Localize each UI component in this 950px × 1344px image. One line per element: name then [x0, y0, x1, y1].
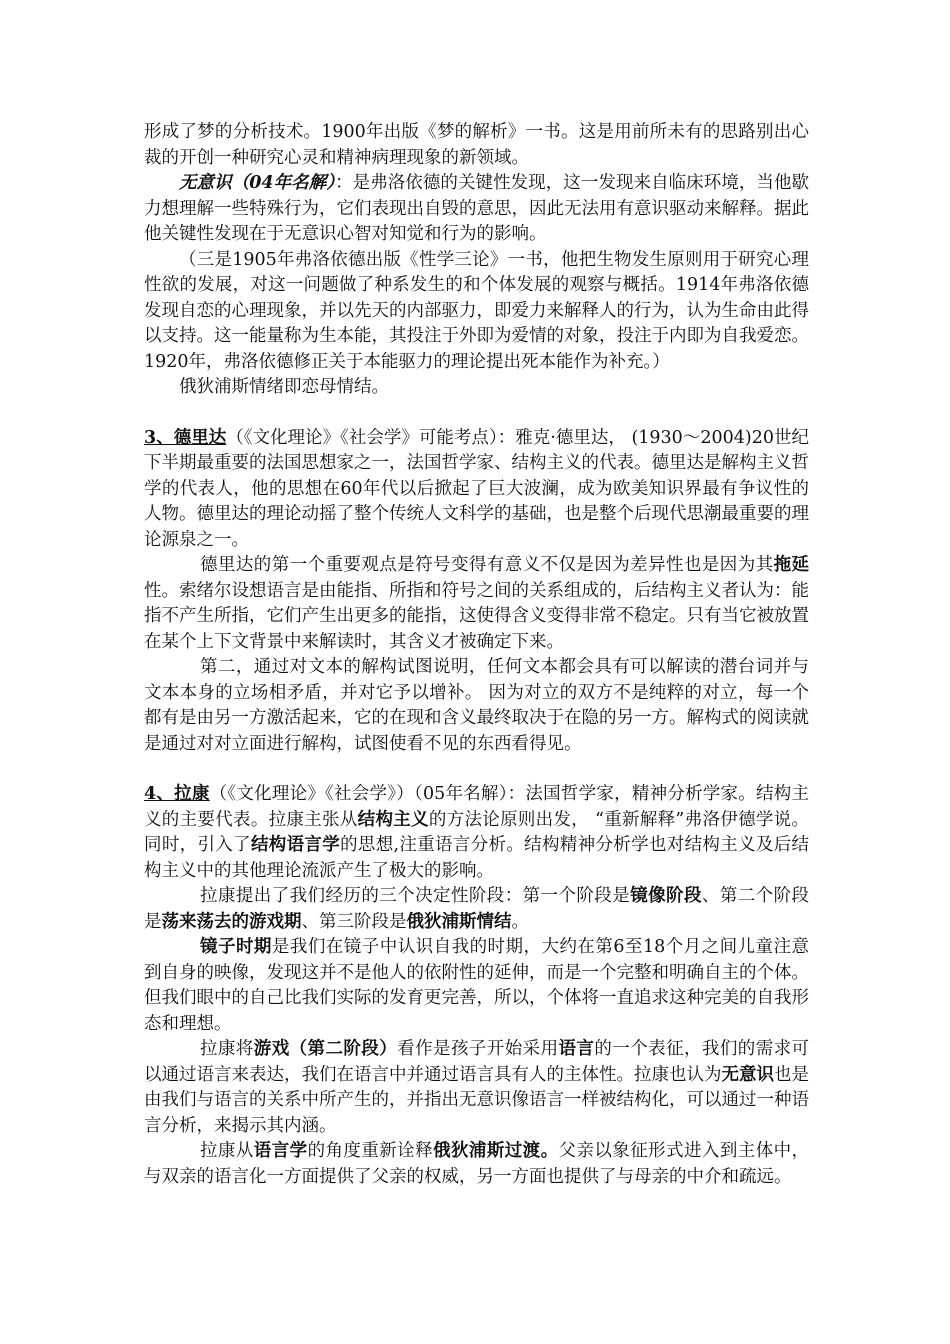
text-segment: 的角度重新诠释 [307, 1141, 434, 1161]
term-game-second-stage: 游戏（第二阶段） [253, 1039, 398, 1059]
section-lacan [144, 782, 809, 884]
text-segment: 。 [511, 911, 529, 932]
section-derrida [144, 426, 809, 554]
term-oedipus-complex: 俄狄浦斯情结 [406, 911, 512, 932]
paragraph-dream-analysis: 形成了梦的分析技术。1900年出版《梦的解析》一书。这是用前所未有的思路别出心裁的开创一种研究心灵和精神病理现象的新领域。 [144, 122, 809, 168]
text-segment: 性。索绪尔设想语言是由能指、所指和符号之间的关系组成的，后结构主义者认为：能指不产生所指，它们产生出更多的能指，这使得含义变得非常不稳定。只有当它被放置在某个上下文背景中来解读时，其含义才被确定下来。 [144, 580, 809, 652]
text-segment: 是我们在镜子中认识自我的时期，大约在第6至18个月之间儿童注意到自身的映像，发现这并不是他人的依附性的延伸，而是一个完整和明确自主的个体。但我们眼中的自己比我们实际的发育更完善，所以，个体将一直追求这种完美的自我形态和理想。 [144, 937, 809, 1034]
paragraph-three-essays: （三是1905年弗洛依德出版《性学三论》一书，他把生物发生原则用于研究心理性欲的发展，对这一问题做了种系发生的和个体发展的观察与概括。1914年弗洛依德发现自恋的心理现象，并以先天的内部驱力，即爱力来解释人的行为，认为生命由此得以支持。这一能量称为生本能，其投注于外即为爱情的对象，投注于内即为自我爱恋。1920年，弗洛依德修正关于本能驱力的理论提出死本能作为补充。） [144, 249, 809, 372]
text-segment: 的方法论原则出发， “重新解释”弗洛伊德学说。同时，引入了 [144, 809, 809, 855]
paragraph-oedipus-transition [144, 1139, 809, 1190]
term-mirror-period: 镜子时期 [200, 937, 272, 957]
term-language: 语言 [558, 1039, 595, 1059]
paragraph-mirror-period [144, 935, 809, 1037]
derrida-intro: （《文化理论》《社会学》可能考点）：雅克·德里达， (1930～2004)20世纪下半期最重要的法国思想家之一，法国哲学家、结构主义的代表。德里达是解构主义哲学的代表人，他的思想在60年代以后掀起了巨大波澜，成为欧美知识界最有争议性的人物。德里达的理论动摇了整个传统人文科学的基础，也是整个后现代思潮最重要的理论源泉之一。 [144, 427, 809, 550]
text-segment: 看作是孩子开始采用 [397, 1039, 559, 1059]
text-segment: 的思想,注重语言分析。结构精神分析学也对结构主义及后结构主义中的其他理论流派产生了极大的影响。 [144, 835, 810, 881]
spacer [144, 757, 809, 782]
text-segment: 、第三阶段是 [301, 911, 407, 932]
term-delay: 拖延 [773, 555, 810, 575]
paragraph-lacan-stages [144, 884, 809, 935]
paragraph-derrida-second-point: 第二，通过对文本的解构试图说明，任何文本都会具有可以解读的潜台词并与文本本身的立场相矛盾，并对它予以增补。 因为对立的双方不是纯粹的对立，每一个都有是由另一方激活起来，它的在现和含义最终取决于在隐的另一方。解构式的阅读就是通过对对立面进行解构，试图使看不见的东西看得见。 [144, 657, 809, 754]
paragraph-derrida-first-point [144, 553, 809, 655]
heading-derrida: 3、德里达 [144, 427, 227, 448]
term-structural-linguistics: 结构语言学 [250, 835, 341, 855]
text-segment: 拉康从 [200, 1141, 254, 1161]
text-segment: 、第二个阶段是 [144, 886, 810, 932]
text-segment: 拉康将 [200, 1039, 254, 1059]
heading-lacan: 4、拉康 [144, 784, 210, 804]
text-segment: 也是由我们与语言的关系中所产生的，并指出无意识像语言一样被结构化，可以通过一种语言分析，来揭示其内涵。 [144, 1064, 809, 1136]
paragraph-unconscious [144, 171, 809, 248]
spacer [144, 401, 809, 426]
term-unconscious-lacan: 无意识 [721, 1064, 774, 1085]
paragraph-oedipus: 俄狄浦斯情绪即恋母情结。 [179, 377, 389, 397]
text-segment: （《文化理论》《社会学》）（05年名解）：法国哲学家，精神分析学家。结构主义的主要代表。拉康主张从 [144, 784, 809, 830]
term-linguistics: 语言学 [253, 1141, 308, 1161]
term-unconscious: 无意识（04年名解） [179, 173, 336, 193]
paragraph-game-language [144, 1037, 809, 1139]
term-game-stage: 荡来荡去的游戏期 [161, 911, 302, 932]
term-oedipus-transition: 俄狄浦斯过渡。 [433, 1141, 559, 1161]
text-segment: 的一个表征，我们的需求可以通过语言来表达，我们在语言中并通过语言具有人的主体性。拉康也认为 [144, 1039, 810, 1085]
document-page [144, 120, 809, 1190]
text-segment: 德里达的第一个重要观点是符号变得有意义不仅是因为差异性也是因为其 [200, 555, 774, 575]
term-structuralism: 结构主义 [357, 809, 429, 830]
text-unconscious: ：是弗洛依德的关键性发现，这一发现来自临床环境，当他歇力想理解一些特殊行为，它们表现出自毁的意思，因此无法用有意识驱动来解释。据此他关键性发现在于无意识心智对知觉和行为的影响。 [144, 173, 809, 244]
text-segment: 父亲以象征形式进入到主体中，与双亲的语言化一方面提供了父亲的权威，另一方面也提供了与母亲的中介和疏远。 [144, 1141, 810, 1187]
text-segment: 拉康提出了我们经历的三个决定性阶段：第一个阶段是 [200, 886, 631, 906]
term-mirror-stage: 镜像阶段 [630, 886, 702, 906]
